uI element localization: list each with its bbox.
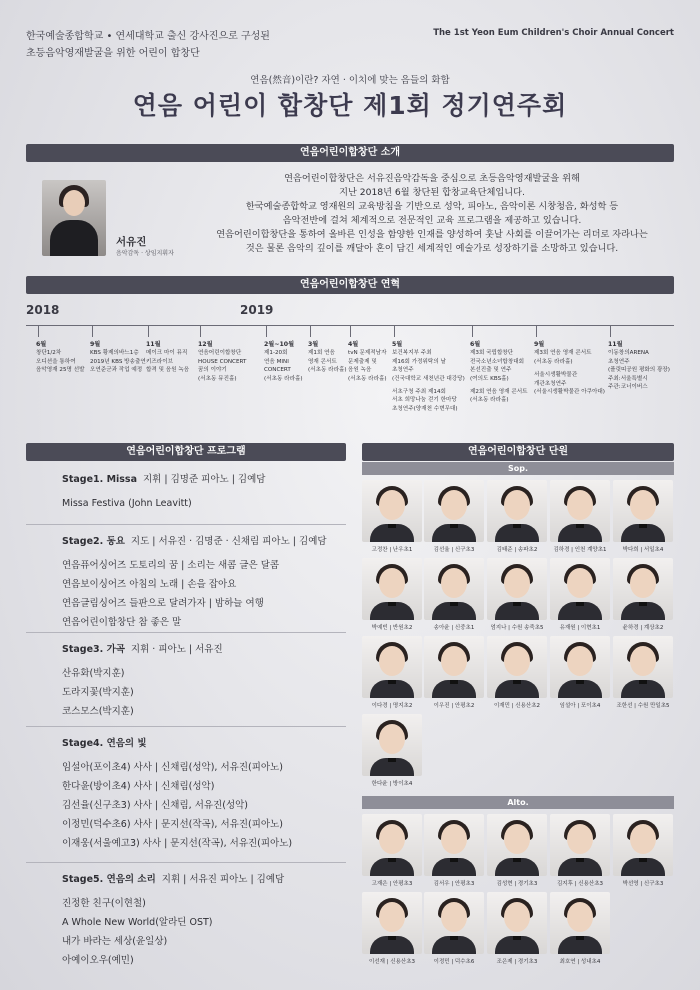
timeline-event [308,341,347,375]
stage-divider [26,862,346,863]
stage-divider [26,524,346,525]
member-name: 김지후 | 신용산초3 [556,881,604,887]
history-heading: 연음어린이합창단 연혁 [299,279,401,290]
program-item: 코스모스(박지훈) [62,706,134,717]
timeline-event-line: 제1-20회 [264,350,288,357]
program-item: 임설아(포이초4) 사사 | 신채림(성악), 서유진(피아노) [62,762,283,773]
history-heading-bar [26,276,674,294]
member-name: 윤하경 | 계상초2 [622,625,664,631]
program-item: 이재웅(서울예고3) 사사 | 문지선(작곡), 서유진(피아노) [62,838,293,849]
member-photo [362,636,422,698]
timeline-event-line: 제16회 가정위탁의 날 [392,358,446,365]
program-item: 아예이오우(예민) [62,955,134,966]
member-card [362,480,422,553]
timeline-event-line: (서초동 라라홀) [534,358,573,365]
timeline-event-line: (서울시생활박물관 아쿠아대) [534,389,605,396]
program-heading-bar [26,443,346,461]
member-name: 박선영 | 신구초3 [622,881,664,887]
timeline-month: 5월 [392,341,403,348]
program-item: 한다윤(방이초4) 사사 | 신채림(성악) [62,781,215,792]
timeline-event [36,341,85,375]
member-name: 이선재 | 신용산초3 [368,959,416,965]
member-card [362,814,422,887]
header-left [26,28,270,62]
header-right: The 1st Yeon Eum Children's Choir Annual Concert [433,28,674,38]
timeline-event-line: (건국대학교 새천년관 대강당) [392,375,465,382]
timeline-event-line: 메이크 마이 뮤직 [146,350,188,357]
timeline-event-line: 문제출제 및 [348,358,377,365]
member-card [550,636,610,709]
timeline-event-line: 개관초청연주 [534,380,567,387]
member-name: 임설아 | 포이초4 [559,703,601,709]
timeline-event [608,341,670,391]
stage-title: Stage5. 연음의 소리 [62,874,156,885]
member-name: 김성현 | 경기초3 [496,881,538,887]
stage-title: Stage1. Missa [62,474,137,485]
program-stage [62,640,223,721]
timeline-tick [310,325,311,337]
member-name: 이정민 | 덕수초6 [433,959,475,965]
member-photo [424,892,484,954]
timeline-month: 11월 [146,341,161,348]
timeline-month: 11월 [608,341,623,348]
stage-heading [62,532,327,552]
member-photo [550,480,610,542]
member-photo [613,480,673,542]
director-photo [42,180,106,256]
program-item: 내가 바라는 세상(윤일상) [62,936,168,947]
header-left-line1: 한국예술종합학교 • 연세대학교 출신 강사진으로 구성된 [26,31,270,42]
timeline-tick [536,325,537,337]
member-card [613,636,673,709]
member-photo [424,558,484,620]
timeline-event-line: 본선진출 및 연주 [470,367,512,374]
member-card [550,480,610,553]
timeline-event-line: 합격 및 음원 녹음 [146,367,190,374]
program-stage [62,532,327,632]
program-item: A Whole New World(알라딘 OST) [62,917,213,928]
member-name: 조한선 | 수원 만일초5 [616,703,670,709]
timeline-month: 6월 [470,341,481,348]
stage-credits: 지휘 | 김명준 피아노 | 김예담 [143,474,266,485]
member-card [487,892,547,965]
timeline-event-line: 꿈의 이야기 [198,367,227,374]
stage-heading [62,470,265,490]
timeline-event-line: 제1회 연음 [308,350,335,357]
timeline-event-line: 주최:서울특별시 [608,375,648,382]
timeline-month: 9월 [90,341,101,348]
intro-line: 음악전반에 걸쳐 체계적으로 전문적인 교육 프로그램을 제공하고 있습니다. [282,215,582,226]
member-photo [550,636,610,698]
member-name: 김하경 | 인천 계양초1 [553,547,607,553]
program-stage [62,470,265,513]
program-heading: 연음어린이합창단 프로그램 [126,446,246,457]
member-card [613,480,673,553]
timeline-event-line: CONCERT [264,367,291,374]
intro-heading-bar [26,144,674,162]
member-photo [550,814,610,876]
member-card [487,636,547,709]
timeline-event-line: 제3회 연음 영재 콘서트 [534,350,592,357]
timeline-tick [472,325,473,337]
member-card [424,558,484,631]
program-item: 산유화(박지훈) [62,668,125,679]
program-item: 연음어린이합창단 참 좋은 말 [62,617,182,628]
timeline-event-line: (플릿띠공원 평화의 광장) [608,367,670,374]
timeline-event-line: 서초 희망나눔 걷기 한마당 [392,397,457,404]
program-item: 연음퓨어싱어즈 도토리의 꿈 | 소리는 새콤 글은 달콤 [62,560,280,571]
timeline-month: 9월 [534,341,545,348]
member-card [362,714,422,787]
member-name: 한다윤 | 방이초4 [371,781,413,787]
intro-line: 연음어린이합창단을 통하여 올바른 인성을 함양한 인재를 양성하여 훗날 사회를 이끌어가는 리더로 자라나는 [216,229,648,240]
director-name: 서유진 [116,236,147,248]
timeline-event-line: 이동창의ARENA [608,350,649,357]
member-name: 고정찬 | 난우초1 [371,547,413,553]
program-item: 이정민(덕수초6) 사사 | 문지선(작곡), 서유진(피아노) [62,819,283,830]
member-name: 이다경 | 명지초2 [371,703,413,709]
members-heading: 연음어린이합창단 단원 [467,446,569,457]
member-card [550,558,610,631]
timeline-event-line: 초청연주(양재천 수변무대) [392,405,458,412]
program-stage [62,870,284,970]
intro-heading: 연음어린이합창단 소개 [299,147,401,158]
timeline-event-line: 영재 콘서트 [308,358,337,365]
member-photo [424,814,484,876]
timeline-event-line: 연음어린이합창단 [198,350,242,357]
stage-credits: 지휘 | 서유진 피아노 | 김예담 [161,874,285,885]
member-name: 송아윤 | 신중초1 [433,625,475,631]
member-photo [424,480,484,542]
member-photo [487,892,547,954]
member-photo [362,480,422,542]
stage-title: Stage4. 연음의 빛 [62,738,147,749]
timeline-event-line: 서초구청 주최 제14회 [392,389,446,396]
members-heading-bar [362,443,674,461]
stage-title: Stage2. 동요 [62,536,125,547]
timeline-tick [394,325,395,337]
member-name: 이우진 | 안평초2 [433,703,475,709]
program-item: 연음보이싱어즈 아침의 노래 | 손을 잡아요 [62,579,237,590]
timeline-month: 3월 [308,341,319,348]
stage-credits: 지도 | 서유진 · 김명준 · 신채림 피아노 | 김예담 [130,536,327,547]
program-item: 김선율(신구초3) 사사 | 신채림, 서유진(성악) [62,800,249,811]
program-item: 도라지꽃(박지훈) [62,687,134,698]
page-title: 연음 어린이 합창단 제1회 정기연주회 [132,91,568,120]
member-card [362,892,422,965]
member-name: 김서우 | 안평초3 [433,881,475,887]
member-name: 김선율 | 신구초3 [433,547,475,553]
timeline-event-line: 창단1/2차 [36,350,62,357]
member-card [424,480,484,553]
member-name: 유재원 | 이현초1 [559,625,601,631]
member-card [613,814,673,887]
program-item: 연음글림싱어즈 들판으로 달려가자 | 밤하늘 여행 [62,598,264,609]
member-photo [613,558,673,620]
intro-text [182,172,682,256]
timeline-event-line: (서초동 뮤진홀) [198,375,237,382]
header-left-line2: 초등음악영재발굴을 위한 어린이 합창단 [26,48,200,59]
member-card [487,814,547,887]
alto-label: Alto. [362,796,674,809]
intro-line: 한국예술종합학교 영재원의 교육방침을 기반으로 성악, 피아노, 음악이론 시창청음, 화성학 등 [245,201,619,212]
timeline-event-line: 연음 MINI [264,358,289,365]
timeline-event-line: HOUSE CONCERT [198,358,247,365]
timeline-event-line: 오디션을 통하여 [36,358,76,365]
intro-line: 것은 물론 음악의 깊이를 깨달아 혼이 담긴 세계적인 예술가로 성장하기를 소망하고 있습니다. [245,243,619,254]
timeline-month: 2월~10월 [264,341,295,348]
timeline-event [90,341,146,375]
member-card [424,636,484,709]
timeline-event-line: 오연준군과 작업 예정 [90,367,143,374]
timeline-event-line: 초청연주 [608,358,630,365]
timeline-event-line: (서초동 라라홀) [348,375,387,382]
member-photo [487,814,547,876]
timeline-event-line: tvN 문제적남자 [348,350,387,357]
member-photo [362,814,422,876]
timeline-event-line: 주관:코너이버스 [608,384,648,391]
member-photo [362,892,422,954]
member-photo [613,636,673,698]
member-card [550,892,610,965]
timeline-event [264,341,303,383]
member-name: 조은제 | 경기초3 [496,959,538,965]
year-2019: 2019 [240,303,274,317]
timeline-event [392,341,465,413]
timeline-event-line: 제3회 국립합창단 [470,350,514,357]
member-photo [550,892,610,954]
program-stage [62,734,292,853]
timeline-event-line: 키즈라이브 [146,358,174,365]
stage-divider [26,726,346,727]
timeline-tick [92,325,93,337]
timeline-event [198,341,246,383]
timeline-tick [38,325,39,337]
timeline-tick [200,325,201,337]
intro-line: 지난 2018년 6월 창단된 합창교육단체입니다. [339,187,525,198]
stage-divider [26,632,346,633]
intro-line: 연음어린이합창단은 서유진음악감독을 중심으로 초등음악영재발굴을 위해 [284,173,580,184]
timeline-event-line: 초청연주 [392,367,414,374]
timeline-event-line: (여의도 KBS홀) [470,375,509,382]
timeline-event-line: 음악영재 25명 선발 [36,367,85,374]
member-card [487,480,547,553]
timeline-event-line: KBS 황제의바느1층 [90,350,139,357]
member-photo [550,558,610,620]
sop-label: Sop. [362,462,674,475]
stage-heading [62,640,223,660]
member-photo [362,558,422,620]
director-role: 음악감독 · 상임지휘자 [116,250,174,257]
member-card [362,636,422,709]
timeline-event-line: (서초동 라라홀) [308,367,347,374]
stage-title: Stage3. 가곡 [62,644,125,655]
member-card [362,558,422,631]
member-card [424,892,484,965]
member-photo [424,636,484,698]
member-photo [362,714,422,776]
timeline-event-line: (서초동 라라홀) [470,397,509,404]
program-item: 진정한 친구(이현철) [62,898,146,909]
subtitle: 연음(然音)이란? 자연 · 이치에 맞는 음들의 화합 [250,75,450,86]
timeline-event [146,341,189,375]
timeline-event-line: 2019년 KBS 방송출연 [90,358,146,365]
stage-heading [62,870,284,890]
timeline-event-line: 제2회 연음 영재 콘서트 [470,389,528,396]
timeline-event-line: 음원 녹음 [348,367,372,374]
member-name: 최호연 | 성내초4 [559,959,601,965]
stage-credits: 지휘 · 피아노 | 서유진 [130,644,223,655]
timeline-tick [350,325,351,337]
member-photo [613,814,673,876]
timeline-tick [148,325,149,337]
stage-heading [62,734,292,754]
timeline-month: 4월 [348,341,359,348]
timeline-tick [266,325,267,337]
member-name: 이재민 | 신용산초2 [493,703,541,709]
timeline-event-line: (서초동 라라홀) [264,375,303,382]
program-item: Missa Festiva (John Leavitt) [62,498,192,509]
member-photo [487,480,547,542]
timeline-month: 12월 [198,341,213,348]
member-name: 박다희 | 서일초4 [622,547,664,553]
timeline-tick [610,325,611,337]
member-card [550,814,610,887]
timeline-event [348,341,387,383]
timeline-month: 6월 [36,341,47,348]
timeline-event [534,341,605,396]
member-card [424,814,484,887]
year-2018: 2018 [26,303,60,317]
member-photo [487,558,547,620]
timeline-event-line: 보건복지부 주최 [392,350,432,357]
timeline-event-line: 서울시생활박물관 [534,372,578,379]
member-card [487,558,547,631]
member-name: 고재은 | 안평초3 [371,881,413,887]
timeline-event-line: 전국소년소녀합창대회 [470,358,525,365]
member-name: 엄지나 | 수원 송죽초5 [490,625,544,631]
member-photo [487,636,547,698]
timeline-event [470,341,528,405]
member-name: 김태준 | 송파초2 [496,547,538,553]
member-name: 박예빈 | 반원초2 [371,625,413,631]
member-card [613,558,673,631]
